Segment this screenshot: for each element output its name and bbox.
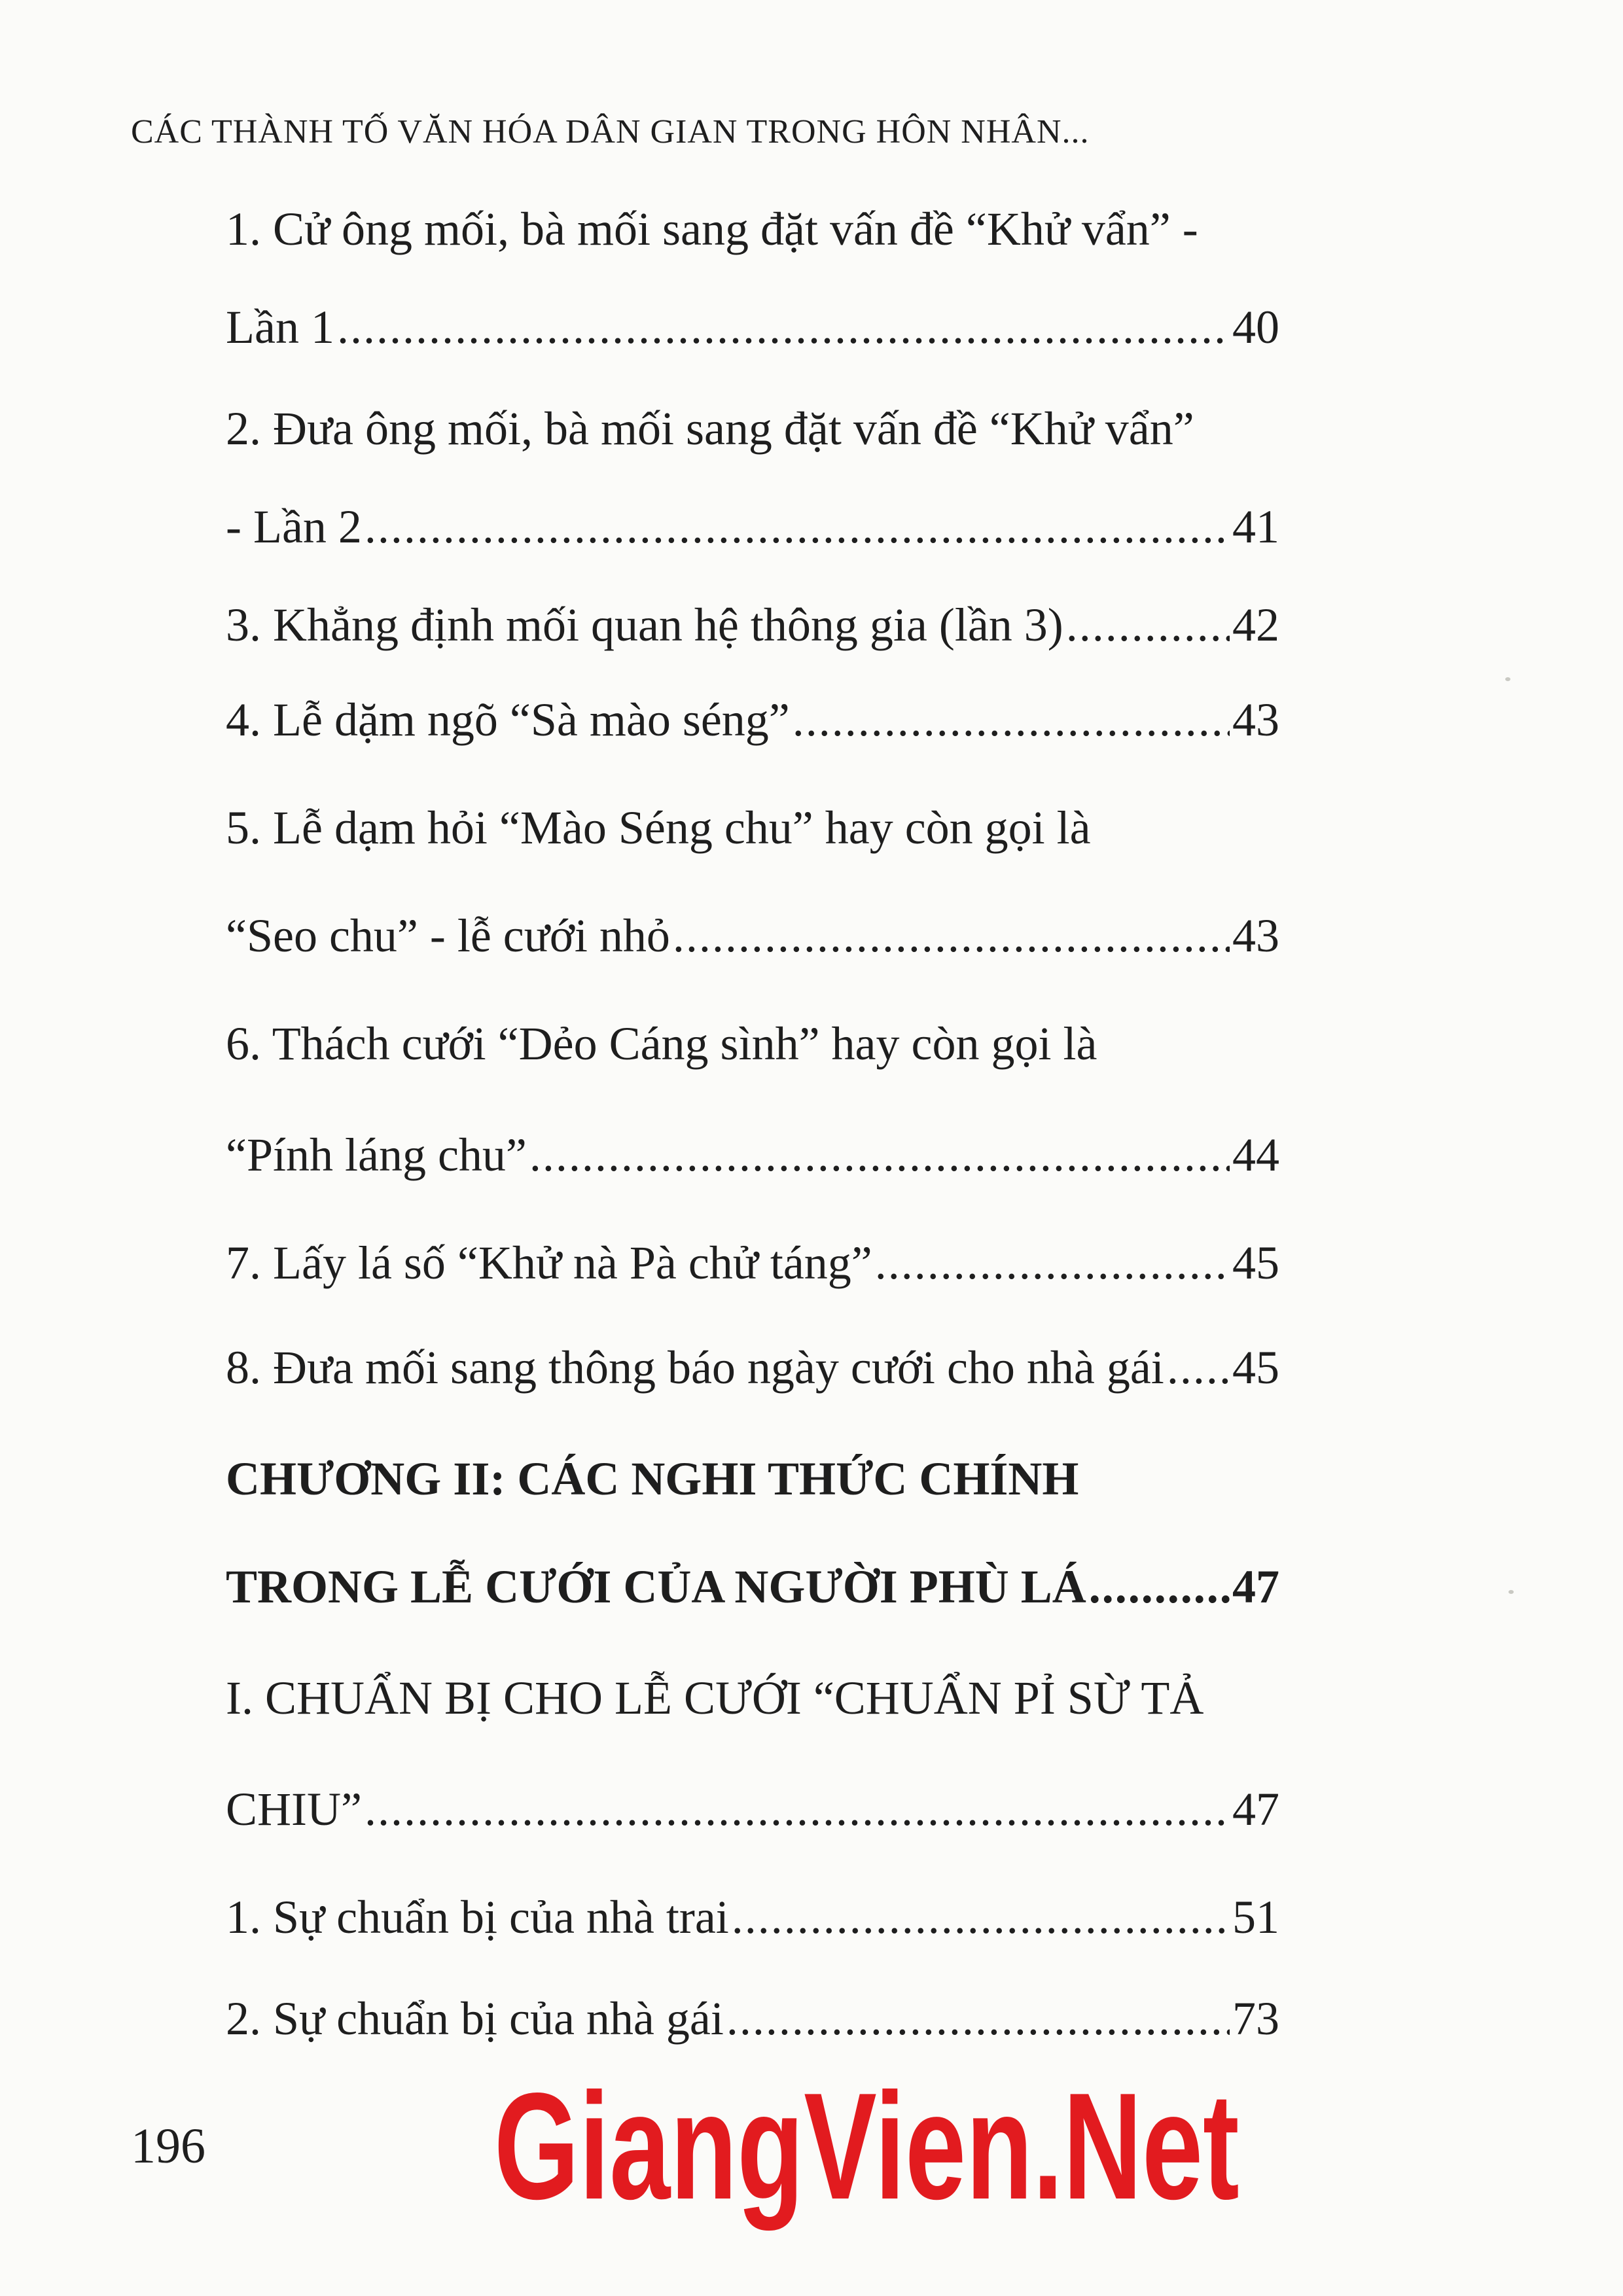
toc-entry-3: [226, 592, 1279, 658]
toc-entry-text: 3. Khẳng định mối quan hệ thông gia (lần 3): [226, 599, 1063, 651]
dot-leader: [365, 494, 1230, 559]
running-header: CÁC THÀNH TỐ VĂN HÓA DÂN GIAN TRONG HÔN NHÂN...: [131, 113, 1090, 150]
toc-entry-text: 1. Sự chuẩn bị của nhà trai: [226, 1891, 729, 1943]
toc-entry-text: 2. Sự chuẩn bị của nhà gái: [226, 1992, 724, 2045]
toc-entry-10: [226, 1986, 1279, 2051]
dot-leader: [673, 903, 1230, 968]
toc-entry-text: “Pính láng chu”: [226, 1129, 527, 1181]
dot-leader: [1066, 592, 1230, 658]
dot-leader: [529, 1122, 1230, 1188]
toc-entry-text: 7. Lấy lá số “Khử nà Pà chử táng”: [226, 1237, 872, 1289]
toc-page-number: 42: [1232, 599, 1279, 651]
toc-entry-text: 1. Cử ông mối, bà mối sang đặt vấn đề “Khử vẩn” -: [226, 203, 1198, 255]
toc-entry-text: 5. Lễ dạm hỏi “Mào Séng chu” hay còn gọi là: [226, 802, 1091, 854]
toc-page-number: 43: [1232, 694, 1279, 746]
dot-leader: [726, 1986, 1230, 2051]
toc-chapter-title: TRONG LỄ CƯỚI CỦA NGƯỜI PHÙ LÁ: [226, 1561, 1086, 1613]
toc-section-title: CHIU”: [226, 1783, 362, 1835]
scan-speck: [1505, 677, 1510, 681]
toc-page-number: 44: [1232, 1129, 1279, 1181]
toc-section-heading-line-2: [226, 1776, 1279, 1842]
toc-entry-text: 6. Thách cưới “Dẻo Cáng sình” hay còn gọi là: [226, 1017, 1097, 1070]
toc-chapter-title: CHƯƠNG II: CÁC NGHI THỨC CHÍNH: [226, 1453, 1079, 1505]
toc-page-number: 45: [1232, 1341, 1279, 1394]
toc-entry-6-line-1: [226, 1011, 1279, 1076]
toc-entry-text: 4. Lễ dặm ngõ “Sà mào séng”: [226, 694, 790, 746]
toc-entry-text: Lần 1: [226, 301, 334, 353]
toc-page-number: 47: [1232, 1561, 1279, 1613]
toc-entry-9: [226, 1884, 1279, 1950]
dot-leader: [1089, 1554, 1230, 1619]
toc-entry-1-line-2: [226, 294, 1279, 360]
dot-leader: [875, 1230, 1230, 1296]
toc-entry-8: [226, 1335, 1279, 1400]
watermark-logo: GiangVien.Net: [494, 2062, 1240, 2231]
page-number: 196: [131, 2119, 205, 2174]
toc-entry-text: 2. Đưa ông mối, bà mối sang đặt vấn đề “Khử vẩn”: [226, 402, 1194, 455]
toc-page-number: 43: [1232, 910, 1279, 962]
toc-entry-2-line-2: [226, 494, 1279, 559]
toc-entry-7: [226, 1230, 1279, 1296]
dot-leader: [1167, 1335, 1230, 1400]
toc-page-number: 51: [1232, 1891, 1279, 1943]
toc-entry-text: - Lần 2: [226, 501, 362, 553]
toc-entry-5-line-1: [226, 795, 1279, 860]
toc-entry-5-line-2: [226, 903, 1279, 968]
toc-entry-6-line-2: [226, 1122, 1279, 1188]
toc-page-number: 40: [1232, 301, 1279, 353]
dot-leader: [732, 1884, 1230, 1950]
toc-chapter-heading-line-1: [226, 1446, 1279, 1511]
toc-page-number: 47: [1232, 1783, 1279, 1835]
toc-page-number: 73: [1232, 1992, 1279, 2045]
dot-leader: [365, 1776, 1230, 1842]
toc-entry-text: 8. Đưa mối sang thông báo ngày cưới cho nhà gái: [226, 1341, 1164, 1394]
toc-entry-1-line-1: [226, 196, 1279, 262]
scan-speck: [1508, 1590, 1514, 1594]
toc-chapter-heading-line-2: [226, 1554, 1279, 1619]
dot-leader: [793, 687, 1230, 752]
toc-section-title: I. CHUẨN BỊ CHO LỄ CƯỚI “CHUẨN PỈ SỪ TẢ: [226, 1672, 1204, 1724]
toc-page-number: 41: [1232, 501, 1279, 553]
dot-leader: [337, 294, 1230, 360]
toc-section-heading-line-1: [226, 1665, 1279, 1731]
toc-entry-2-line-1: [226, 396, 1279, 461]
toc-page-number: 45: [1232, 1237, 1279, 1289]
toc-entry-text: “Seo chu” - lễ cưới nhỏ: [226, 910, 670, 962]
toc-entry-4: [226, 687, 1279, 752]
